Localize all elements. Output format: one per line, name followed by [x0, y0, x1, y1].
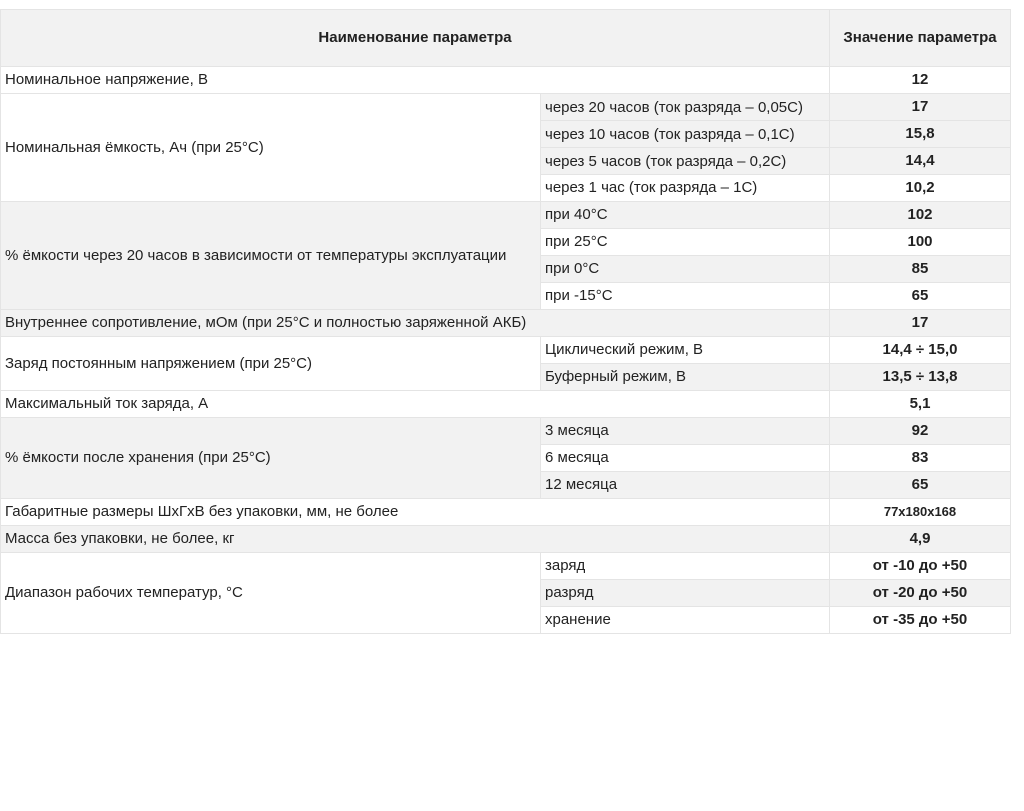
row-charge-voltage-sub-label: Циклический режим, В: [541, 337, 830, 364]
table-row: [1, 67, 1011, 94]
header-name-col: Наименование параметра: [1, 10, 830, 67]
row-storage-sub-label: 6 месяца: [541, 445, 830, 472]
row-temp-capacity-sub-value: 85: [830, 256, 1011, 283]
table-header-row: [1, 10, 1011, 67]
row-max-current-value: 5,1: [830, 391, 1011, 418]
spec-table-container: [0, 9, 1010, 634]
table-row: [1, 553, 1011, 580]
row-temp-range-sub-label: заряд: [541, 553, 830, 580]
row-charge-voltage-sub-value: 14,4 ÷ 15,0: [830, 337, 1011, 364]
row-voltage-name: Номинальное напряжение, В: [1, 67, 830, 94]
table-row: [1, 310, 1011, 337]
row-capacity-sub-value: 15,8: [830, 121, 1011, 148]
row-charge-voltage-name: Заряд постоянным напряжением (при 25°С): [1, 337, 541, 391]
row-temp-capacity-sub-value: 65: [830, 283, 1011, 310]
table-row: [1, 94, 1011, 121]
row-capacity-sub-value: 10,2: [830, 175, 1011, 202]
row-mass-name: Масса без упаковки, не более, кг: [1, 526, 830, 553]
row-capacity-sub-label: через 10 часов (ток разряда – 0,1С): [541, 121, 830, 148]
row-storage-sub-label: 12 месяца: [541, 472, 830, 499]
row-temp-capacity-sub-label: при 25°С: [541, 229, 830, 256]
row-max-current-name: Максимальный ток заряда, А: [1, 391, 830, 418]
row-temp-capacity-sub-value: 100: [830, 229, 1011, 256]
table-row: [1, 526, 1011, 553]
row-storage-sub-value: 92: [830, 418, 1011, 445]
row-capacity-sub-label: через 20 часов (ток разряда – 0,05С): [541, 94, 830, 121]
row-charge-voltage-sub-label: Буферный режим, В: [541, 364, 830, 391]
table-row: [1, 499, 1011, 526]
row-resistance-name: Внутреннее сопротивление, мОм (при 25°С и полностью заряженной АКБ): [1, 310, 830, 337]
row-temp-range-name: Диапазон рабочих температур, °С: [1, 553, 541, 634]
table-row: [1, 337, 1011, 364]
table-row: [1, 391, 1011, 418]
row-temp-capacity-name: % ёмкости через 20 часов в зависимости от температуры эксплуатации: [1, 202, 541, 310]
row-storage-sub-value: 83: [830, 445, 1011, 472]
row-capacity-sub-value: 17: [830, 94, 1011, 121]
row-temp-capacity-sub-value: 102: [830, 202, 1011, 229]
row-voltage-value: 12: [830, 67, 1011, 94]
row-mass-value: 4,9: [830, 526, 1011, 553]
row-temp-range-sub-value: от -10 до +50: [830, 553, 1011, 580]
spec-table: [0, 9, 1011, 634]
row-capacity-sub-label: через 1 час (ток разряда – 1С): [541, 175, 830, 202]
row-dimensions-name: Габаритные размеры ШхГхВ без упаковки, мм, не более: [1, 499, 830, 526]
row-storage-sub-value: 65: [830, 472, 1011, 499]
row-temp-capacity-sub-label: при -15°С: [541, 283, 830, 310]
row-temp-capacity-sub-label: при 0°С: [541, 256, 830, 283]
row-storage-sub-label: 3 месяца: [541, 418, 830, 445]
header-value-col: Значение параметра: [830, 10, 1011, 67]
table-row: [1, 202, 1011, 229]
row-dimensions-value: 77x180x168: [830, 499, 1011, 526]
row-temp-range-sub-label: хранение: [541, 607, 830, 634]
row-temp-range-sub-value: от -20 до +50: [830, 580, 1011, 607]
table-row: [1, 418, 1011, 445]
row-temp-range-sub-label: разряд: [541, 580, 830, 607]
row-storage-name: % ёмкости после хранения (при 25°С): [1, 418, 541, 499]
row-capacity-sub-value: 14,4: [830, 148, 1011, 175]
row-charge-voltage-sub-value: 13,5 ÷ 13,8: [830, 364, 1011, 391]
row-capacity-sub-label: через 5 часов (ток разряда – 0,2С): [541, 148, 830, 175]
row-temp-range-sub-value: от -35 до +50: [830, 607, 1011, 634]
row-temp-capacity-sub-label: при 40°С: [541, 202, 830, 229]
row-resistance-value: 17: [830, 310, 1011, 337]
row-capacity-name: Номинальная ёмкость, Ач (при 25°С): [1, 94, 541, 202]
